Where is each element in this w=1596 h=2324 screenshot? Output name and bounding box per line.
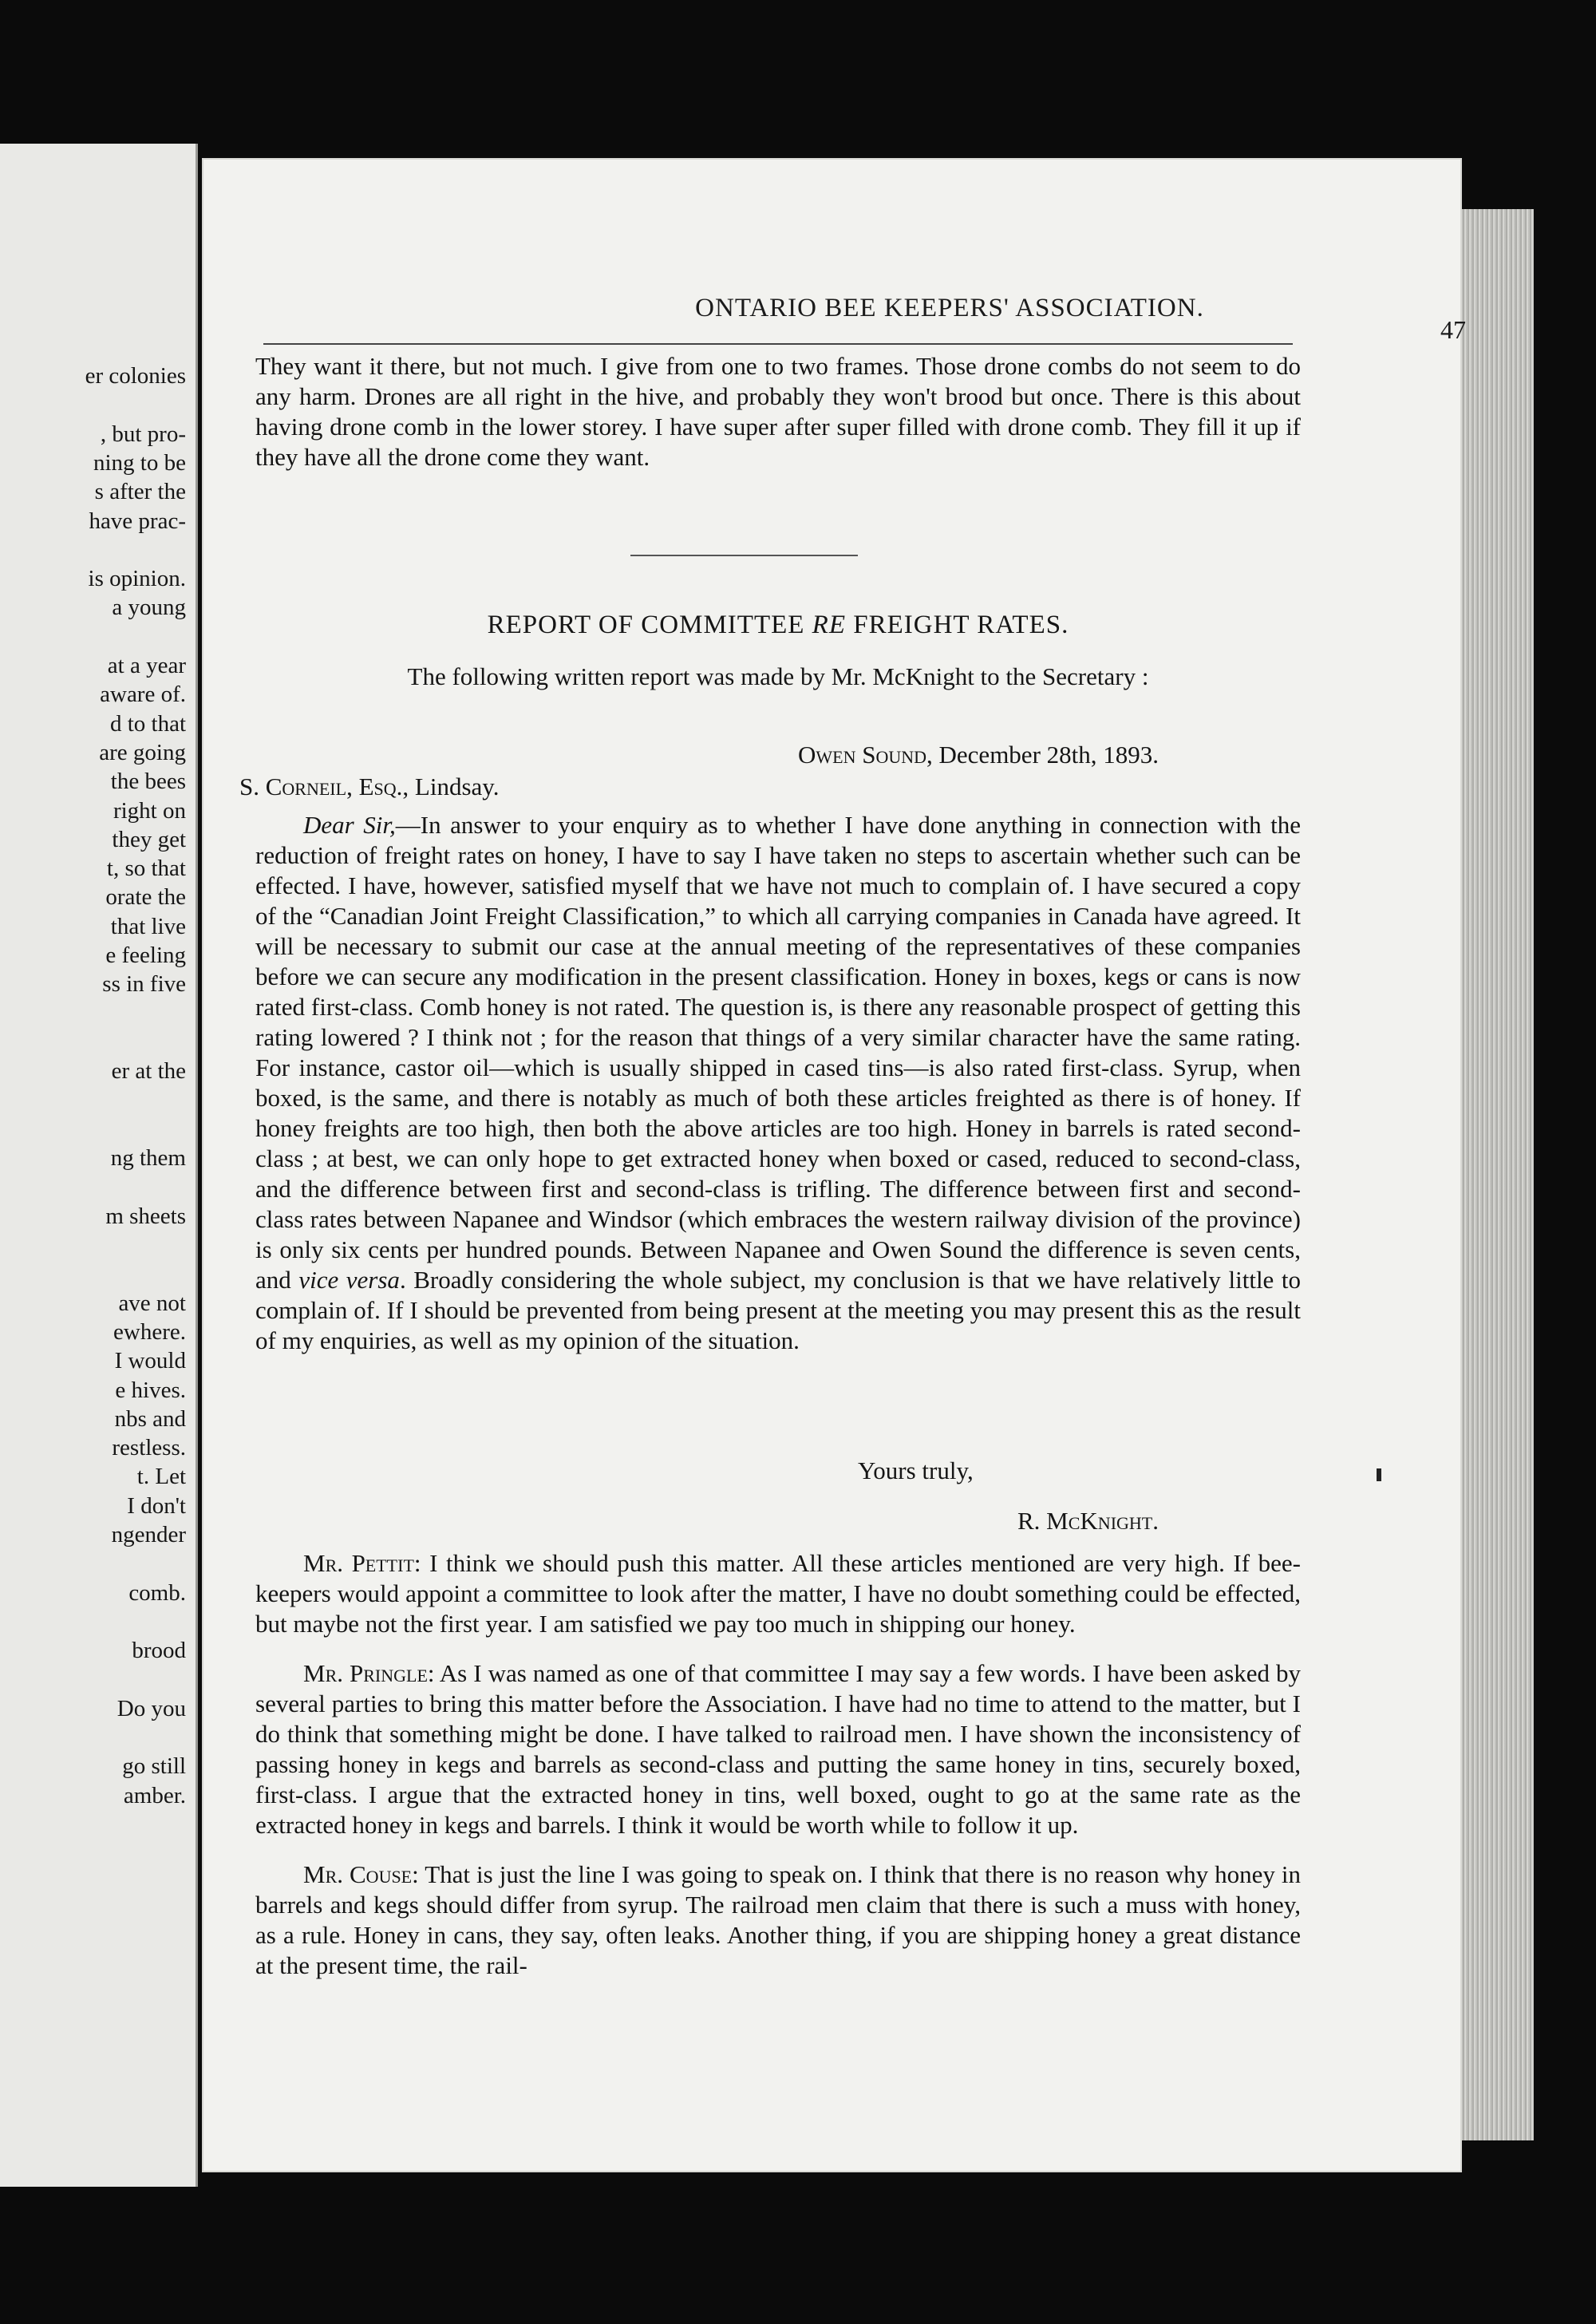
speaker-name: Mr. Pringle <box>303 1659 428 1687</box>
discussion-paragraph <box>255 1658 1301 1840</box>
report-title-end: FREIGHT RATES. <box>846 611 1069 639</box>
facing-page-line: er colonies <box>85 363 186 389</box>
facing-page-line: I would <box>114 1348 186 1374</box>
report-title-re: RE <box>812 611 846 639</box>
facing-page-line: go still <box>122 1753 186 1780</box>
discussion-paragraph <box>255 1860 1301 1981</box>
facing-page-line: ning to be <box>93 449 186 476</box>
facing-page-line: e hives. <box>115 1377 186 1403</box>
facing-page-line: ewhere. <box>113 1318 186 1345</box>
letter-vice-versa: vice versa <box>298 1266 400 1294</box>
facing-page-line: are going <box>99 739 186 765</box>
facing-page-line: brood <box>132 1638 186 1664</box>
facing-page-line: nbs and <box>114 1405 186 1432</box>
running-title: ONTARIO BEE KEEPERS' ASSOCIATION. <box>695 294 1204 322</box>
letter-body-block <box>255 810 1301 1375</box>
facing-page-line: a young <box>112 595 186 621</box>
facing-page-line: d to that <box>109 710 186 737</box>
facing-page-line: comb. <box>128 1579 186 1606</box>
letter-body <box>255 810 1301 1356</box>
page-speck <box>1377 1468 1381 1481</box>
header-rule <box>263 343 1293 345</box>
facing-page-line: amber. <box>123 1782 186 1808</box>
report-intro: The following written report was made by Mr. McKnight to the Secretary : <box>407 662 1149 690</box>
report-title-start: REPORT OF COMMITTEE <box>487 611 812 639</box>
facing-page-line: at a year <box>107 653 186 678</box>
facing-page-line: e feeling <box>105 943 186 968</box>
facing-page-line: Do you <box>117 1695 186 1721</box>
facing-page-line: orate the <box>105 884 186 911</box>
facing-page-line: t. Let <box>136 1464 186 1490</box>
speaker-name: Mr. Pettit <box>303 1549 414 1577</box>
book-page <box>203 160 1466 2171</box>
facing-page-line: ng them <box>110 1145 186 1172</box>
speaker-text: : As I was named as one of that committee I may say a few words. I have been asked by several parties to bring this matter before the Association. I have had no time to attend to the matter, but I do think that something might be done. I have talked to railroad men. I have shown the inconsistency of passing honey in kegs and barrels as second-class and putting the same honey in tins, securely boxed, first-class. I argue that the extracted honey in tins, well boxed, ought to go at the same rate as the extracted honey in kegs and barrels. I think it would be worth while to follow it up. <box>255 1659 1301 1839</box>
addressee-place: Lindsay. <box>409 773 500 800</box>
facing-page-line: , but pro- <box>100 421 186 447</box>
facing-page-line: aware of. <box>100 682 186 708</box>
letter-place: Owen Sound, <box>798 741 933 769</box>
letter-date: December 28th, 1893. <box>932 741 1159 769</box>
facing-page-line: s after the <box>94 479 186 505</box>
opening-paragraph: They want it there, but not much. I give from one to two frames. Those drone combs do not seem to do any harm. Drones are all right in the hive, and probably they won't brood but once. There is this about having drone comb in the lower storey. I have super after super filled with drone comb. They fill it up if they have all the drone come they want. <box>255 352 1301 471</box>
facing-page-line: that live <box>110 913 186 939</box>
facing-page-line: ave not <box>118 1290 186 1316</box>
discussion-block <box>255 1548 1301 2000</box>
letter-body-part-2: . Broadly considering the whole subject, my conclusion is that we have relatively little to complain of. If I should be prevented from being present at the meeting you may present this as the result of my enquiries, as well as my opinion of the situation. <box>255 1266 1301 1354</box>
facing-page-line: ss in five <box>102 971 186 998</box>
report-title <box>255 611 1301 640</box>
facing-page-line: m sheets <box>105 1203 186 1229</box>
letter-body-part-1: —In answer to your enquiry as to whether I have done anything in connection with the reduction of freight rates on honey, I have to say I have taken no steps to ascertain whether such can be effected. I have, however, satisfied myself that we have not much to complain of. I have secured a copy of the “Canadian Joint Freight Classification,” to which all carrying companies in Canada have agreed. It will be necessary to submit our case at the annual meeting of the representatives of these companies before we can secure any modification in the present classification. Honey in boxes, kegs or cans is now rated first-class. Comb honey is not rated. The question is, is there any reasonable prospect of getting this rating lowered ? I think not ; for the reason that things of a very similar character have the same rating. For instance, castor oil—which is usually shipped in cased tins—is also rated first-class. Syrup, when boxed, is the same, and there is notably as much of both these articles freighted as there is of honey. If honey freights are too high, then both the above articles are too high. Honey in barrels is rated second-class ; at best, we can only hope to get extracted honey when boxed or cased, reduced to second-class, and the difference between first and second-class is trifling. The difference between first and second-class rates between Napanee and Windsor (which embraces the western railway division of the province) is only six cents per hundred pounds. Between Napanee and Owen Sound the difference is seven cents, and <box>255 811 1302 1294</box>
facing-page-line: have prac- <box>89 508 186 534</box>
facing-page-line: t, so that <box>106 856 186 882</box>
facing-page-line: er at the <box>111 1058 186 1085</box>
book-page-edges <box>1457 209 1534 2140</box>
page-number: 47 <box>1440 315 1466 344</box>
speaker-name: Mr. Couse <box>303 1860 413 1888</box>
opening-paragraph-block <box>255 351 1301 492</box>
facing-page-line: they get <box>112 826 186 852</box>
letter-closing: Yours truly, <box>858 1456 974 1484</box>
speaker-text: : That is just the line I was going to speak on. I think that there is no reason why honey in barrels and kegs should differ from syrup. The railroad men claim that there is such a muss with honey, as a rule. Honey in cans, they say, often leaks. Another thing, if you are shipping honey a great distance at the present time, the rail- <box>255 1860 1302 1979</box>
facing-page-line: I don't <box>127 1492 186 1519</box>
facing-page-line: right on <box>113 797 186 824</box>
facing-page-line: the bees <box>110 769 186 795</box>
letter-signature: R. McKnight. <box>1017 1507 1159 1535</box>
facing-page-line: is opinion. <box>88 566 186 592</box>
discussion-paragraph <box>255 1548 1301 1639</box>
section-separator <box>630 555 858 556</box>
letter-addressee <box>239 773 500 801</box>
addressee-name: S. Corneil, Esq., <box>239 773 409 800</box>
facing-page-line: restless. <box>112 1435 186 1461</box>
facing-page-fragment <box>0 144 198 2187</box>
speaker-text: : I think we should push this matter. All these articles mentioned are very high. If bee-keepers would appoint a committee to look after the matter, I have no doubt something could be effected, but maybe not the first year. I am satisfied we pay too much in shipping our honey. <box>255 1549 1301 1638</box>
letter-date-line <box>798 741 1159 769</box>
facing-page-line: ngender <box>111 1522 186 1547</box>
letter-salutation: Dear Sir, <box>303 811 396 839</box>
